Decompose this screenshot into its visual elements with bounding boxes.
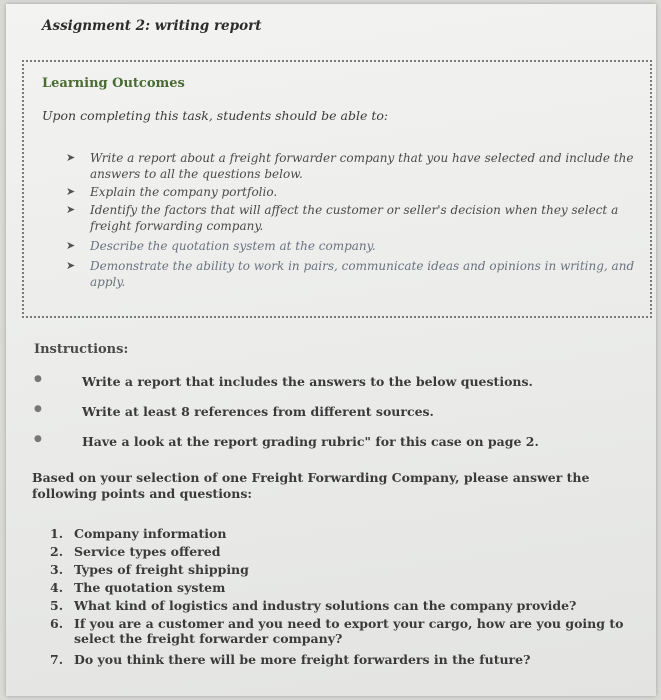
question-number: 2. [50, 544, 64, 559]
arrow-bullet-icon: ➤ [66, 151, 76, 164]
question-text: Service types offered [74, 544, 221, 559]
instruction-item [34, 404, 614, 419]
question-text: Types of freight shipping [74, 562, 249, 577]
arrow-bullet-icon: ➤ [66, 259, 76, 272]
learning-outcomes-title: Learning Outcomes [42, 76, 185, 91]
arrow-bullet-icon: ➤ [66, 203, 76, 216]
outcome-text: Write a report about a freight forwarder company that you have selected and include the answers to all the questions below. [90, 151, 634, 181]
question-number: 5. [50, 598, 64, 613]
instruction-item [34, 374, 614, 389]
outcome-text: Demonstrate the ability to work in pairs, communicate ideas and opinions in writing, and apply. [90, 259, 635, 289]
question-number: 3. [50, 562, 64, 577]
question-text: If you are a customer and you need to export your cargo, how are you going to select the freight forwarder company? [74, 616, 624, 646]
question-item [50, 580, 630, 595]
question-item [50, 598, 630, 613]
arrow-bullet-icon: ➤ [66, 239, 76, 252]
bullet-dot-icon: ● [34, 404, 42, 414]
outcome-item [66, 202, 640, 234]
instruction-text: Have a look at the report grading rubric" for this case on page 2. [82, 434, 539, 449]
bullet-dot-icon: ● [34, 374, 42, 384]
selection-paragraph: Based on your selection of one Freight Forwarding Company, please answer the following points and questions: [32, 470, 590, 501]
question-number: 6. [50, 616, 64, 631]
question-item [50, 652, 630, 667]
question-text: The quotation system [74, 580, 226, 595]
question-item [50, 616, 630, 646]
document-page [6, 4, 656, 696]
question-text: Do you think there will be more freight forwarders in the future? [74, 652, 531, 667]
outcome-item [66, 184, 640, 200]
outcome-item [66, 238, 640, 254]
instruction-text: Write at least 8 references from different sources. [82, 404, 434, 419]
assignment-title: Assignment 2: writing report [42, 18, 262, 34]
question-item [50, 526, 630, 541]
question-text: What kind of logistics and industry solutions can the company provide? [74, 598, 577, 613]
instruction-item [34, 434, 614, 449]
question-number: 7. [50, 652, 64, 667]
outcome-text: Explain the company portfolio. [90, 185, 278, 199]
outcome-item [66, 258, 640, 290]
learning-outcomes-intro: Upon completing this task, students should be able to: [42, 108, 389, 123]
bullet-dot-icon: ● [34, 434, 42, 444]
question-item [50, 562, 630, 577]
learning-outcomes-box [22, 60, 652, 318]
outcome-text: Identify the factors that will affect the customer or seller's decision when they select a freight forwarding company. [90, 203, 619, 233]
question-item [50, 544, 630, 559]
instruction-text: Write a report that includes the answers to the below questions. [82, 374, 533, 389]
question-number: 1. [50, 526, 64, 541]
outcome-item [66, 150, 640, 182]
outcome-text: Describe the quotation system at the company. [90, 239, 376, 253]
question-text: Company information [74, 526, 227, 541]
question-number: 4. [50, 580, 64, 595]
instructions-title: Instructions: [34, 342, 129, 357]
arrow-bullet-icon: ➤ [66, 185, 76, 198]
